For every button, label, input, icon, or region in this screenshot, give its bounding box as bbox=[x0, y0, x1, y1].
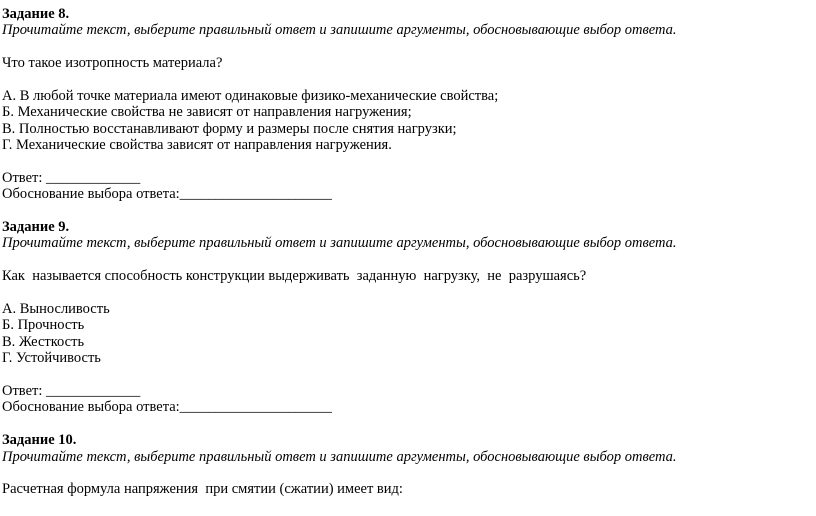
justification-field: Обоснование выбора ответа:_____________________ bbox=[2, 399, 332, 416]
task-9 bbox=[2, 219, 812, 416]
task-question: Расчетная формула напряжения при смятии (сжатии) имеет вид: bbox=[2, 481, 403, 498]
answer-field: Ответ: _____________ bbox=[2, 382, 141, 399]
task-title: Задание 10. bbox=[2, 432, 77, 449]
answer-field: Ответ: _____________ bbox=[2, 169, 141, 186]
answer-option-a: А. Выносливость bbox=[2, 301, 110, 318]
task-question: Как называется способность конструкции выдерживать заданную нагрузку, не разрушаясь? bbox=[2, 268, 587, 285]
task-title: Задание 9. bbox=[2, 219, 70, 236]
task-10 bbox=[2, 432, 812, 498]
answer-option-a: А. В любой точке материала имеют одинаковые физико-механические свойства; bbox=[2, 87, 499, 104]
answer-option-v: В. Жесткость bbox=[2, 333, 85, 350]
task-title: Задание 8. bbox=[2, 6, 70, 22]
answer-option-g: Г. Устойчивость bbox=[2, 350, 101, 367]
answer-option-b: Б. Механические свойства не зависят от направления нагружения; bbox=[2, 104, 412, 121]
task-question: Что такое изотропность материала? bbox=[2, 55, 223, 72]
task-instruction: Прочитайте текст, выберите правильный ответ и запишите аргументы, обосновывающие выбор ответа. bbox=[2, 235, 677, 252]
answer-option-b: Б. Прочность bbox=[2, 317, 85, 334]
document-page bbox=[2, 6, 812, 498]
task-8 bbox=[2, 6, 812, 203]
answer-option-v: В. Полностью восстанавливают форму и размеры после снятия нагрузки; bbox=[2, 120, 457, 137]
task-instruction: Прочитайте текст, выберите правильный ответ и запишите аргументы, обосновывающие выбор ответа. bbox=[2, 448, 677, 465]
task-instruction: Прочитайте текст, выберите правильный ответ и запишите аргументы, обосновывающие выбор ответа. bbox=[2, 22, 677, 39]
justification-field: Обоснование выбора ответа:_____________________ bbox=[2, 186, 332, 203]
answer-option-g: Г. Механические свойства зависят от направления нагружения. bbox=[2, 137, 392, 154]
